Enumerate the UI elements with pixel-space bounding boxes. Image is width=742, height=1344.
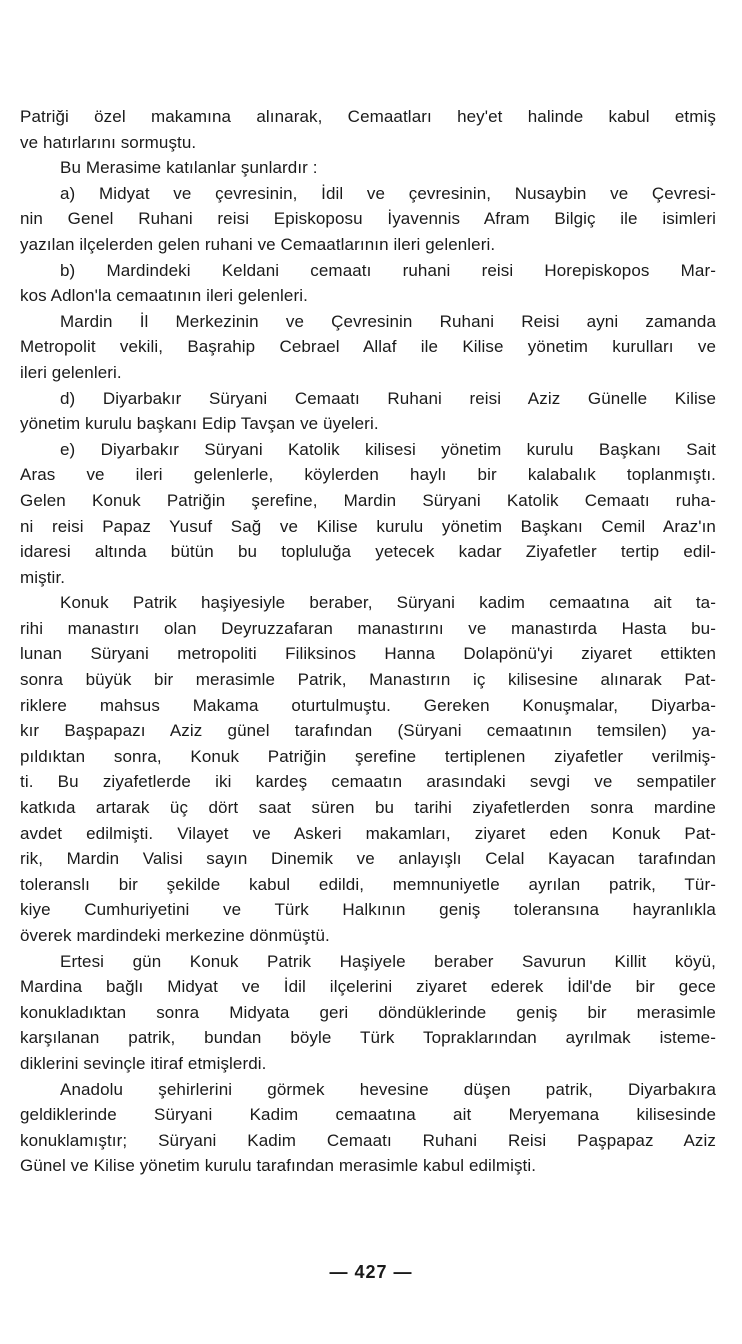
text-line: katkıda artarak üç dört saat süren bu tarihi ziyafetlerden sonra mardine bbox=[20, 798, 716, 818]
page-number: — 427 — bbox=[329, 1262, 413, 1282]
text-line: Konuk Patrik haşiyesiyle beraber, Süryani kadim cemaatına ait ta- bbox=[60, 593, 716, 613]
text-line: överek mardindeki merkezine dönmüştü. bbox=[20, 926, 330, 945]
text-line: Anadolu şehirlerini görmek hevesine düşen patrik, Diyarbakıra bbox=[60, 1079, 716, 1099]
text-line: ve hatırlarını sormuştu. bbox=[20, 132, 197, 152]
text-line: avdet edilmişti. Vilayet ve Askeri makamları, ziyaret eden Konuk Pat- bbox=[20, 823, 716, 843]
text-line: kiye Cumhuriyetini ve Türk Halkının geniş toleransına hayranlıkla bbox=[20, 900, 716, 920]
text-line: idaresi altında bütün bu topluluğa yetecek kadar Ziyafetler tertip edil- bbox=[20, 542, 716, 562]
text-line: rihi manastırı olan Deyruzzafaran manastırını ve manastırda Hasta bu- bbox=[20, 618, 716, 638]
text-line: Patriği özel makamına alınarak, Cemaatları hey'et halinde kabul etmiş bbox=[20, 107, 716, 126]
text-line: Mardina bağlı Midyat ve İdil ilçelerini ziyaret ederek İdil'de bir gece bbox=[20, 977, 716, 997]
text-line: kos Adlon'la cemaatının ileri gelenleri. bbox=[20, 286, 308, 306]
text-line: sonra büyük bir merasimle Patrik, Manastırın iç kilisesine alınarak Pat- bbox=[20, 670, 716, 690]
text-line: konukladıktan sonra Midyata geri döndüklerinde geniş bir merasimle bbox=[20, 1002, 716, 1022]
text-line: b) Mardindeki Keldani cemaatı ruhani reisi Horepiskopos Mar- bbox=[60, 260, 716, 280]
text-line: riklere mahsus Makama oturtulmuştu. Gereken Konuşmalar, Diyarba- bbox=[20, 695, 716, 715]
text-line: kır Başpapazı Aziz günel tarafından (Süryani cemaatının temsilen) ya- bbox=[20, 721, 716, 741]
text-line: Metropolit vekili, Başrahip Cebrael Allaf ile Kilise yönetim kurulları ve bbox=[20, 337, 716, 357]
text-line: pıldıktan sonra, Konuk Patriğin şerefine tertiplenen ziyafetler verilmiş- bbox=[20, 746, 716, 766]
text-line: karşılanan patrik, bundan böyle Türk Topraklarından ayrılmak isteme- bbox=[20, 1028, 716, 1048]
text-line: Mardin İl Merkezinin ve Çevresinin Ruhani Reisi ayni zamanda bbox=[60, 311, 716, 331]
text-line: geldiklerinde Süryani Kadim cemaatına ait Meryemana kilisesinde bbox=[20, 1105, 716, 1125]
text-line: yazılan ilçelerden gelen ruhani ve Cemaatlarının ileri gelenleri. bbox=[20, 234, 496, 254]
text-line: Aras ve ileri gelenlerle, köylerden haylı bir kalabalık toplanmıştı. bbox=[20, 465, 716, 485]
text-line: e) Diyarbakır Süryani Katolik kilisesi yönetim kurulu Başkanı Sait bbox=[60, 439, 716, 459]
text-line: diklerini sevinçle itiraf etmişlerdi. bbox=[20, 1053, 267, 1073]
text-line: d) Diyarbakır Süryani Cemaatı Ruhani reisi Aziz Günelle Kilise bbox=[60, 388, 716, 408]
text-line: toleranslı bir şekilde kabul edildi, memnuniyetle ayrılan patrik, Tür- bbox=[20, 874, 716, 894]
text-line: Gelen Konuk Patriğin şerefine, Mardin Süryani Katolik Cemaatı ruha- bbox=[20, 490, 716, 510]
text-line: Bu Merasime katılanlar şunlardır : bbox=[60, 158, 318, 178]
text-line: rik, Mardin Valisi sayın Dinemik ve anlayışlı Celal Kayacan tarafından bbox=[20, 849, 716, 869]
text-line: ni reisi Papaz Yusuf Sağ ve Kilise kurulu yönetim Başkanı Cemil Araz'ın bbox=[20, 516, 716, 536]
text-line: Günel ve Kilise yönetim kurulu tarafından merasimle kabul edilmişti. bbox=[20, 1156, 537, 1176]
text-line: yönetim kurulu başkanı Edip Tavşan ve üyeleri. bbox=[20, 414, 379, 434]
text-line: konuklamıştır; Süryani Kadim Cemaatı Ruhani Reisi Paşpapaz Aziz bbox=[20, 1130, 716, 1150]
text-line: Ertesi gün Konuk Patrik Haşiyele beraber Savurun Killit köyü, bbox=[60, 951, 716, 971]
text-line: ileri gelenleri. bbox=[20, 362, 122, 382]
text-line: miştir. bbox=[20, 567, 66, 587]
body-text bbox=[20, 104, 716, 1179]
text-line: ti. Bu ziyafetlerde iki kardeş cemaatın arasındaki sevgi ve sempatiler bbox=[20, 772, 716, 792]
text-line: lunan Süryani metropoliti Filiksinos Hanna Dolapönü'yi ziyaret ettikten bbox=[20, 644, 716, 664]
text-line: nin Genel Ruhani reisi Episkoposu İyavennis Afram Bilgiç ile isimleri bbox=[20, 209, 716, 229]
text-line: a) Midyat ve çevresinin, İdil ve çevresinin, Nusaybin ve Çevresi- bbox=[60, 183, 716, 203]
